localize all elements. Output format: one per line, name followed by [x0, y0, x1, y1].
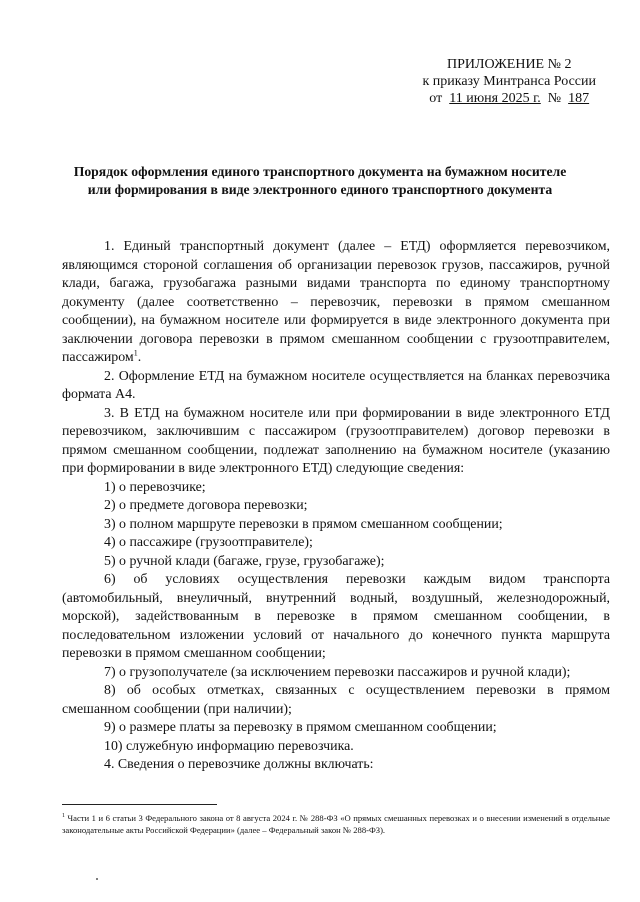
order-number: 187 — [568, 91, 590, 106]
list-item: 1) о перевозчике; — [104, 479, 206, 495]
footnote-marker: 1 — [62, 813, 65, 820]
order-reference: к приказу Минтранса России — [422, 74, 596, 89]
footnote-divider — [62, 804, 217, 805]
list-item: 5) о ручной клади (багаже, грузе, грузобагаже); — [104, 553, 385, 569]
list-item: 7) о грузополучателе (за исключением перевозки пассажиров и ручной клади); — [104, 664, 571, 680]
list-item: 9) о размере платы за перевозку в прямом смешанном сообщении; — [104, 720, 497, 735]
number-sign: № — [547, 91, 562, 106]
title-line-1: Порядок оформления единого транспортного документа на бумажном носителе — [73, 164, 567, 179]
appendix-header — [422, 56, 596, 107]
title-line-2: или формирования в виде электронного единого транспортного документа — [87, 182, 553, 197]
paragraph-1-text: 1. Единый транспортный документ (далее – ЕТД) оформляется перевозчиком, являющимся стороной соглашения об организации перевозок грузов, пассажиров, ручной клади, багажа, грузобагажа разными видами транспорта по единому транспортному документу (далее соответственно – перевозчик, перевозки в прямом смешанном сообщении), на бумажном носителе или формируется в виде электронного документа при заключении договора перевозки в прямом смешанном сообщении с грузоотправителем, пассажиром — [62, 239, 610, 365]
scan-speck — [96, 878, 98, 880]
date-prefix: от — [429, 91, 443, 106]
list-item: 2) о предмете договора перевозки; — [104, 498, 308, 513]
appendix-number: ПРИЛОЖЕНИЕ № 2 — [446, 57, 572, 72]
paragraph-4: 4. Сведения о перевозчике должны включать: — [104, 757, 374, 772]
document-body — [62, 238, 610, 775]
order-date-line — [422, 90, 596, 107]
list-item: 4) о пассажире (грузоотправителе); — [104, 535, 313, 550]
document-title — [40, 163, 600, 199]
paragraph-2: 2. Оформление ЕТД на бумажном носителе осуществляется на бланках перевозчика формата А4. — [62, 368, 610, 402]
footnote — [62, 812, 610, 836]
list-item: 3) о полном маршруте перевозки в прямом смешанном сообщении; — [104, 516, 503, 532]
list-item: 8) об особых отметках, связанных с осуществлением перевозки в прямом смешанном сообщении (при наличии); — [62, 683, 610, 717]
footnote-text: Части 1 и 6 статьи 3 Федерального закона от 8 августа 2024 г. № 288-ФЗ «О прямых смешанных перевозках и о внесении изменений в отдельные законодательные акты Российской Федерации» (далее – Федеральный закон № 288-ФЗ). — [62, 813, 610, 835]
list-item: 6) об условиях осуществления перевозки каждым видом транспорта (автомобильный, внеуличный, внутренний водный, воздушный, железнодорожный, морской), задействованным в перевозке в прямом смешанном сообщении, в последовательном изложении условий от начального до конечного пункта маршрута перевозки в прямом смешанном сообщении; — [62, 572, 610, 661]
order-date: 11 июня 2025 г. — [449, 91, 541, 106]
paragraph-3: 3. В ЕТД на бумажном носителе или при формировании в виде электронного ЕТД перевозчиком, заключившим с пассажиром (грузоотправителем) договор перевозки в прямом смешанном сообщении, подлежат заполнению на бумажном носителе (указанию при формировании в виде электронного ЕТД) следующие сведения: — [62, 405, 610, 476]
list-item: 10) служебную информацию перевозчика. — [104, 738, 354, 754]
footnote-ref: 1 — [133, 348, 138, 358]
paragraph-1: 1. Единый транспортный документ (далее – ЕТД) оформляется перевозчиком, являющимся стороной соглашения об организации перевозок грузов, пассажиров, ручной клади, багажа, грузобагажа разными видами транспорта по единому транспортному документу (далее соответственно – перевозчик, перевозки в прямом смешанном сообщении), на бумажном носителе или формируется в виде электронного документа при заключении договора перевозки в прямом смешанном сообщении с грузоотправителем, пассажиром$^1$. — [62, 239, 610, 365]
